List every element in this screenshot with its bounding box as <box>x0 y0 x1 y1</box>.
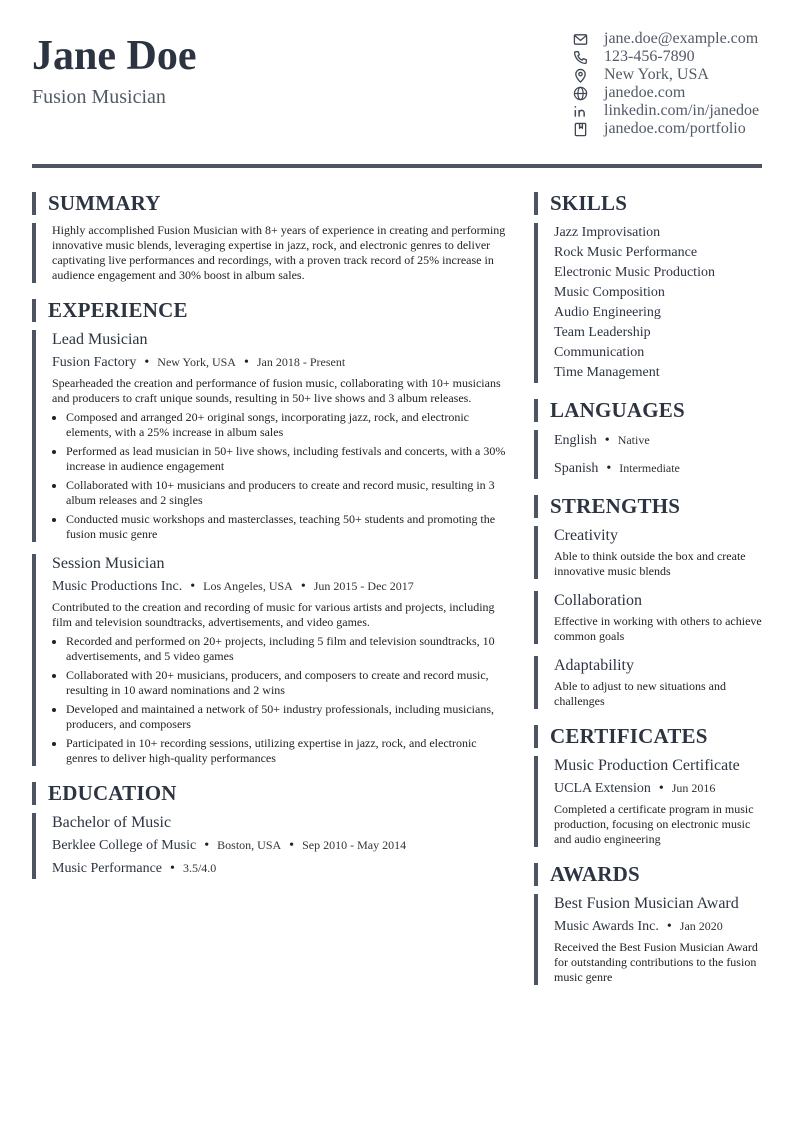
experience-heading: EXPERIENCE <box>32 299 510 322</box>
skills-heading: SKILLS <box>534 192 762 215</box>
experience-role: Session Musician <box>52 555 165 572</box>
skill-item: Time Management <box>554 365 660 380</box>
contact-list <box>562 30 762 138</box>
experience-location: Los Angeles, USA <box>203 579 293 593</box>
contact-website-text[interactable]: janedoe.com <box>604 84 686 101</box>
left-column <box>32 192 510 879</box>
experience-company-line: Music Productions Inc. • Los Angeles, USA • Jun 2015 - Dec 2017 <box>52 579 414 594</box>
candidate-name: Jane Doe <box>32 33 197 79</box>
contact-website[interactable] <box>562 84 762 102</box>
experience-role: Lead Musician <box>52 331 148 348</box>
skill-item: Jazz Improvisation <box>554 225 661 240</box>
strength-description: Effective in working with others to achieve common goals <box>554 614 762 643</box>
summary-text: Highly accomplished Fusion Musician with 8+ years of experience in creating and performing innovative music blends, leveraging expertise in jazz, rock, and electronic genres to deliver captivating live performances and recordings, with a proven track record of 25% increase in audience engagement and 30% boost in album sales. <box>52 223 506 282</box>
education-school: Berklee College of Music <box>52 838 197 853</box>
skill-item: Electronic Music Production <box>554 265 715 280</box>
award-entry <box>534 894 762 985</box>
contact-email[interactable] <box>562 30 762 48</box>
certificate-title: Music Production Certificate <box>554 757 740 774</box>
language-level: Intermediate <box>619 461 680 475</box>
languages-section <box>534 430 762 479</box>
languages-heading: LANGUAGES <box>534 399 762 422</box>
award-date: Jan 2020 <box>679 919 723 933</box>
experience-bullet: • Performed as lead musician in 50+ live shows, including festivals and concerts, with a 30% increase in audience engagement <box>66 444 510 474</box>
experience-company-line: Fusion Factory • New York, USA • Jan 2018 - Present <box>52 355 346 370</box>
award-issuer: Music Awards Inc. <box>554 919 659 934</box>
skill-item: Team Leadership <box>554 325 651 340</box>
location-pin-icon <box>572 67 588 83</box>
globe-icon <box>572 85 588 101</box>
education-entry <box>32 813 510 879</box>
experience-description: Contributed to the creation and recording of music for various artists and projects, including film and television soundtracks, advertisements, and video games. <box>52 600 495 629</box>
experience-bullet: • Conducted music workshops and masterclasses, teaching 50+ students and promoting the fusion music genre <box>66 512 510 542</box>
experience-bullet: • Developed and maintained a network of 50+ industry professionals, including musicians, producers, and composers <box>66 702 510 732</box>
award-title: Best Fusion Musician Award <box>554 895 739 912</box>
language-item: Spanish • Intermediate <box>554 461 680 476</box>
certificate-issuer: UCLA Extension <box>554 781 651 796</box>
certificates-heading: CERTIFICATES <box>534 725 762 748</box>
strength-title: Collaboration <box>554 592 642 609</box>
resume-header <box>32 30 762 150</box>
skills-section <box>534 223 762 383</box>
experience-location: New York, USA <box>157 355 236 369</box>
strength-item <box>534 656 762 709</box>
skills-list <box>554 223 762 383</box>
experience-bullets <box>52 634 510 766</box>
contact-email-text[interactable]: jane.doe@example.com <box>604 30 759 47</box>
experience-company: Fusion Factory <box>52 355 137 370</box>
experience-entry <box>32 330 510 542</box>
contact-linkedin[interactable] <box>562 102 762 120</box>
experience-bullets <box>52 410 510 542</box>
certificate-entry <box>534 756 762 847</box>
strengths-heading: STRENGTHS <box>534 495 762 518</box>
job-title: Fusion Musician <box>32 86 166 108</box>
award-description: Received the Best Fusion Musician Award for outstanding contributions to the fusion music genre <box>554 940 758 984</box>
education-field: Music Performance <box>52 861 163 876</box>
certificate-issuer-line: UCLA Extension • Jun 2016 <box>554 781 716 796</box>
summary-heading: SUMMARY <box>32 192 510 215</box>
experience-bullet: • Participated in 10+ recording sessions, utilizing expertise in jazz, rock, and electronic genres to deliver high-quality performances <box>66 736 510 766</box>
education-location: Boston, USA <box>217 838 282 852</box>
strength-description: Able to think outside the box and create innovative music blends <box>554 549 746 578</box>
contact-portfolio[interactable] <box>562 120 762 138</box>
education-gpa: 3.5/4.0 <box>182 861 217 875</box>
linkedin-icon <box>572 103 588 119</box>
strength-title: Creativity <box>554 527 618 544</box>
strength-title: Adaptability <box>554 657 634 674</box>
contact-portfolio-text[interactable]: janedoe.com/portfolio <box>604 120 746 137</box>
experience-bullet: • Recorded and performed on 20+ projects, including 5 film and television soundtracks, 10 advertisements, and 5 video games <box>66 634 510 664</box>
language-item: English • Native <box>554 433 650 448</box>
education-field-line: Music Performance • 3.5/4.0 <box>52 861 217 876</box>
certificate-date: Jun 2016 <box>671 781 716 795</box>
certificate-description: Completed a certificate program in music production, focusing on electronic music and audio engineering <box>554 802 754 846</box>
header-divider <box>32 164 762 168</box>
experience-description: Spearheaded the creation and performance of fusion music, collaborating with 10+ musicians and producers to craft unique sounds, resulting in 50+ live shows and 3 album releases. <box>52 376 501 405</box>
summary-section <box>32 223 510 283</box>
skill-item: Rock Music Performance <box>554 245 698 260</box>
education-school-line: Berklee College of Music • Boston, USA • Sep 2010 - May 2014 <box>52 838 407 853</box>
mail-icon <box>572 31 588 47</box>
experience-dates: Jan 2018 - Present <box>256 355 346 369</box>
skill-item: Audio Engineering <box>554 305 661 320</box>
education-degree: Bachelor of Music <box>52 814 172 831</box>
contact-linkedin-text[interactable]: linkedin.com/in/janedoe <box>604 102 760 119</box>
strength-description: Able to adjust to new situations and challenges <box>554 679 726 708</box>
contact-location <box>562 66 762 84</box>
phone-icon <box>572 49 588 65</box>
education-dates: Sep 2010 - May 2014 <box>302 838 407 852</box>
education-heading: EDUCATION <box>32 782 510 805</box>
skill-item: Music Composition <box>554 285 665 300</box>
strength-item <box>534 526 762 579</box>
language-level: Native <box>617 433 650 447</box>
experience-bullet: • Collaborated with 20+ musicians, producers, and composers to create and record music, resulting in 10 award nominations and 2 wins <box>66 668 510 698</box>
experience-bullet: • Composed and arranged 20+ original songs, incorporating jazz, rock, and electronic elements, with a 25% increase in album sales <box>66 410 510 440</box>
experience-company: Music Productions Inc. <box>52 579 183 594</box>
contact-phone[interactable] <box>562 48 762 66</box>
language-name: Spanish <box>554 461 599 476</box>
contact-phone-text[interactable]: 123-456-7890 <box>604 48 695 65</box>
award-issuer-line: Music Awards Inc. • Jan 2020 <box>554 919 723 934</box>
language-name: English <box>554 433 597 448</box>
contact-location-text: New York, USA <box>604 66 709 83</box>
experience-bullet: • Collaborated with 10+ musicians and producers to create and record music, resulting in 3 album releases and 2 singles <box>66 478 510 508</box>
experience-entry <box>32 554 510 766</box>
skill-item: Communication <box>554 345 645 360</box>
right-column <box>534 192 762 985</box>
awards-heading: AWARDS <box>534 863 762 886</box>
portfolio-icon <box>572 121 588 137</box>
experience-dates: Jun 2015 - Dec 2017 <box>313 579 414 593</box>
strength-item <box>534 591 762 644</box>
